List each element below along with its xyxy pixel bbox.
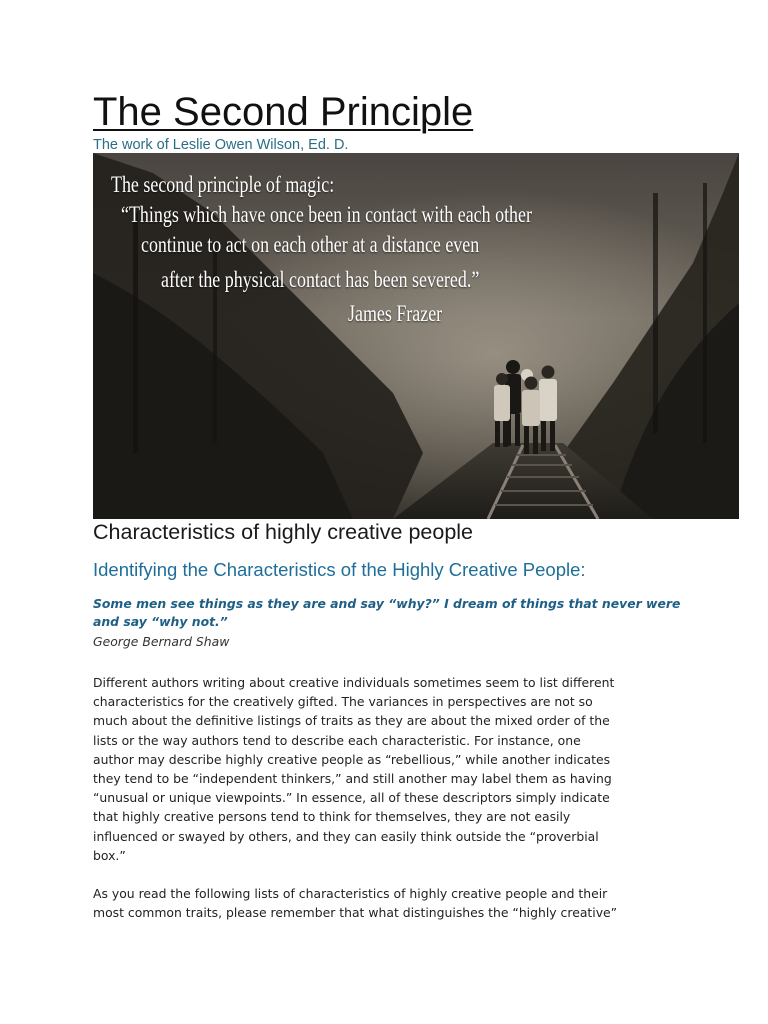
section-subheading: Identifying the Characteristics of the Highly Creative People: [93, 559, 586, 580]
paragraph-line: influenced or swayed by others, and they can easily think outside the “proverbial [93, 828, 599, 844]
epigraph-quote: Some men see things as they are and say “why?” I dream of things that never were and say “why not.” [93, 596, 681, 629]
paragraph-line: most common traits, please remember that what distinguishes the “highly creative” [93, 905, 618, 921]
body-paragraph [93, 884, 683, 922]
epigraph-author: George Bernard Shaw [93, 634, 230, 649]
banner-quote [93, 153, 739, 353]
section-heading: Characteristics of highly creative people [93, 520, 474, 544]
banner-quote-attribution: James Frazer [348, 301, 443, 326]
paragraph-line: much about the definitive listings of traits as they are about the mixed order of the [93, 713, 610, 729]
banner-quote-line: after the physical contact has been severed.” [161, 267, 480, 292]
banner-quote-line: “Things which have once been in contact with each other [121, 202, 532, 227]
paragraph-line: “unusual or unique viewpoints.” In essence, all of these descriptors simply indicate [93, 790, 610, 806]
paragraph-line: author may describe highly creative people as “rebellious,” while another indicates [93, 751, 611, 767]
paragraph-line: that highly creative persons tend to think for themselves, they are not easily [93, 809, 571, 825]
author-credit: The work of Leslie Owen Wilson, Ed. D. [93, 137, 349, 153]
paragraph-line: As you read the following lists of characteristics of highly creative people and their [93, 886, 608, 901]
banner-quote-line: continue to act on each other at a distance even [141, 232, 480, 257]
paragraph-line: they tend to be “independent thinkers,” and still another may label them as having [93, 771, 612, 787]
quote-banner-image [93, 153, 739, 519]
body-paragraph [93, 673, 683, 865]
paragraph-line: box.” [93, 847, 126, 863]
page-title: The Second Principle [93, 90, 474, 134]
banner-quote-line: The second principle of magic: [111, 172, 335, 197]
paragraph-line: Different authors writing about creative individuals sometimes seem to list different [93, 675, 615, 690]
paragraph-line: lists or the way authors tend to describe each characteristic. For instance, one [93, 732, 581, 748]
paragraph-line: characteristics for the creatively gifted. The variances in perspectives are not so [93, 694, 593, 710]
